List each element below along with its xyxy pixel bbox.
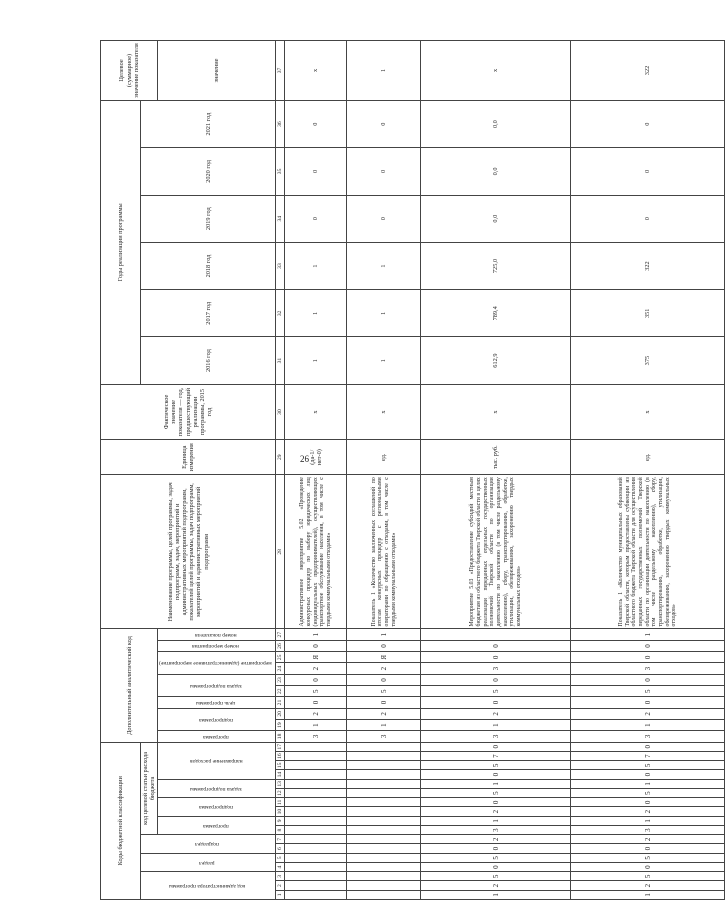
unit-cell: (да-1/нет-0) [285, 440, 347, 475]
kbk-header: Коды бюджетной классификации [101, 742, 141, 899]
year-value-cell: 1 [285, 337, 347, 384]
kbk-digit-cell: 0 [571, 742, 725, 751]
kbk-digit-cell [285, 835, 347, 844]
kbk-digit-cell [285, 863, 347, 872]
code-digit-cell: 3 [285, 731, 347, 742]
kbk-digit-cell [347, 863, 421, 872]
year-value-cell: 0,0 [421, 195, 571, 242]
kbk-digit-cell: 5 [421, 761, 571, 770]
code-digit-cell: 2 [571, 708, 725, 719]
kbk-sub-header: код целевой статьи расхода бюджета [141, 742, 158, 835]
year-value-cell: 0 [571, 100, 725, 147]
fact-2015-cell: x [571, 384, 725, 440]
table-body [285, 41, 725, 900]
code-digit-cell: 5 [571, 686, 725, 697]
code-digit-cell: 0 [421, 674, 571, 685]
program-col-header: программа [202, 822, 229, 829]
add-subprogram-header: подпрограмма [198, 716, 233, 723]
kbk-digit-cell: 0 [571, 770, 725, 779]
code-digit-cell: 2 [285, 708, 347, 719]
kbk-digit-cell: 0 [421, 798, 571, 807]
year-value-cell: 0,0 [421, 100, 571, 147]
add-goal-header: цель программы [196, 699, 236, 706]
year-value-cell: 0,0 [421, 148, 571, 195]
target-value-header: значение [158, 41, 276, 101]
kbk-digit-cell [285, 853, 347, 862]
landscape-table [100, 40, 678, 900]
add-task-header: задача подпрограммы [189, 682, 242, 689]
year-value-cell: 322 [571, 242, 725, 289]
year-value-cell: 375 [571, 337, 725, 384]
kbk-digit-cell: 5 [421, 789, 571, 798]
code-digit-cell: 3 [347, 731, 421, 742]
kbk-digit-cell [285, 798, 347, 807]
code-digit-cell: 0 [285, 640, 347, 651]
year-2016-header: 2016 год [141, 337, 276, 384]
kbk-digit-cell [347, 844, 421, 853]
code-digit-cell: 0 [347, 697, 421, 708]
code-digit-cell: 3 [571, 663, 725, 674]
kbk-digit-cell: 5 [421, 853, 571, 862]
code-digit-cell: 5 [421, 686, 571, 697]
year-value-cell: 612,9 [421, 337, 571, 384]
year-value-cell: 0 [347, 100, 421, 147]
kbk-digit-cell [285, 890, 347, 899]
code-digit-cell: 1 [285, 629, 347, 640]
fact-2015-cell: x [347, 384, 421, 440]
kbk-digit-cell: 0 [571, 844, 725, 853]
item-name-cell: Показатель 1 «Количество муниципальных образований Тверской области, которым предоставлены субвенции из областного бюджета Тверской области для осуществления переданных государственных полномочий Тверской области по организации деятельности по накоплению (в том числе раздельному накоплению), сбору, транспортированию, обработке, утилизации, обезвреживанию, захоронению твердых коммунальных отходов» [571, 475, 725, 629]
year-2021-header: 2021 год [141, 100, 276, 147]
code-digit-cell: 1 [421, 719, 571, 730]
year-value-cell: 789,4 [421, 290, 571, 337]
kbk-digit-cell [347, 752, 421, 761]
kbk-digit-cell [285, 807, 347, 816]
code-digit-cell: 0 [347, 640, 421, 651]
code-digit-cell: 0 [571, 640, 725, 651]
unit-cell: ед. [347, 440, 421, 475]
kbk-digit-cell: 0 [571, 863, 725, 872]
kbk-digit-cell [347, 798, 421, 807]
kbk-digit-cell: 1 [421, 779, 571, 788]
kbk-digit-cell [285, 872, 347, 881]
fact-2015-cell: x [285, 384, 347, 440]
year-value-cell: 1 [285, 242, 347, 289]
year-value-cell: 0 [571, 148, 725, 195]
kbk-digit-cell: 2 [571, 807, 725, 816]
kbk-digit-cell: 7 [571, 752, 725, 761]
code-digit-cell: 3 [571, 731, 725, 742]
code-digit-cell: 0 [347, 674, 421, 685]
kbk-digit-cell [347, 872, 421, 881]
kbk-digit-cell [347, 890, 421, 899]
year-value-cell: 0 [285, 195, 347, 242]
admin-code-header: код администратора программы [169, 882, 246, 889]
fact-header: Фактическое значение показателя — год, предшествующий реализации программы, 2015 год [101, 384, 276, 440]
code-digit-cell: 1 [571, 719, 725, 730]
kbk-digit-cell: 2 [421, 881, 571, 890]
kbk-digit-cell [347, 835, 421, 844]
code-digit-cell: 1 [347, 629, 421, 640]
year-value-cell: 1 [285, 290, 347, 337]
unit-cell: тыс. руб. [421, 440, 571, 475]
table-row [421, 41, 571, 900]
kbk-digit-cell: 2 [571, 835, 725, 844]
kbk-digit-cell [347, 881, 421, 890]
code-digit-cell: 0 [421, 652, 571, 663]
kbk-digit-cell: 0 [421, 742, 571, 751]
kbk-digit-cell: 1 [571, 779, 725, 788]
year-value-cell: 0 [347, 148, 421, 195]
target-header: Целевое (суммарное) значение показателя [101, 41, 158, 101]
year-2020-header: 2020 год [141, 148, 276, 195]
kbk-digit-cell [347, 789, 421, 798]
kbk-digit-cell: 5 [571, 872, 725, 881]
kbk-digit-cell [285, 789, 347, 798]
code-digit-cell: 3 [421, 731, 571, 742]
program-table [100, 40, 725, 900]
kbk-digit-cell: 1 [421, 816, 571, 825]
code-digit-cell: 5 [285, 686, 347, 697]
code-digit-cell: 0 [421, 640, 571, 651]
code-digit-cell: 0 [571, 652, 725, 663]
rotated-table-frame [100, 40, 678, 900]
kbk-digit-cell [285, 816, 347, 825]
kbk-digit-cell [347, 779, 421, 788]
item-name-cell: Показатель 1 «Количество заключенных соглашений по итогам конкурсных процедур с региональными операторами по обращению с отходами, в том числе с твердыми коммунальными отходами» [347, 475, 421, 629]
name-header: Наименование программы, целей программы, задач подпрограмм, задач, мероприятий и административных мероприятий подпрограмм, показателей целей программы, задач подпрограмм, мероприятий и административных мероприятий подпрограмм [101, 475, 276, 629]
target-value-cell: 1 [347, 41, 421, 101]
code-digit-cell [421, 629, 571, 640]
kbk-digit-cell [285, 779, 347, 788]
kbk-digit-cell: 5 [571, 761, 725, 770]
year-value-cell: 1 [347, 242, 421, 289]
code-digit-cell: 1 [285, 719, 347, 730]
additional-code-header: Дополнительный аналитический код [101, 629, 158, 742]
kbk-digit-cell [347, 761, 421, 770]
year-2017-header: 2017 год [141, 290, 276, 337]
table-row [571, 41, 725, 900]
year-value-cell: 1 [347, 337, 421, 384]
kbk-digit-cell [285, 881, 347, 890]
target-value-cell: 322 [571, 41, 725, 101]
kbk-digit-cell [285, 761, 347, 770]
kbk-digit-cell: 3 [571, 826, 725, 835]
unit-cell: ед. [571, 440, 725, 475]
kbk-digit-cell: 3 [421, 826, 571, 835]
kbk-digit-cell: 0 [421, 863, 571, 872]
add-activity-header: мероприятие (административное мероприятие) [159, 660, 273, 667]
kbk-digit-cell: 0 [571, 798, 725, 807]
code-digit-cell: 0 [285, 674, 347, 685]
code-digit-cell: 0 [285, 697, 347, 708]
kbk-digit-cell [285, 742, 347, 751]
column-number-row: 1 2 3 4 5 6 7 8 9 10 11 12 13 14 15 16 17 18 19 20 21 22 23 24 25 26 27 28 29 30 31 32 33 34 35 36 37 [276, 41, 285, 900]
task-subprogram-col-header: задача подпрограммы [189, 785, 242, 792]
kbk-digit-cell [347, 816, 421, 825]
item-name-cell: Мероприятие 5.03 «Предоставление субсидий местным бюджетам из областного бюджета Тверской области в целях реализации переданных отдельных государственных полномочий Тверской области по организации деятельности по накоплению (в том числе раздельному накоплению), сбору, транспортированию, обработке, утилизации, обезвреживанию, захоронению твердых коммунальных отходов» [421, 475, 571, 629]
kbk-digit-cell: 2 [421, 807, 571, 816]
code-digit-cell: 5 [347, 686, 421, 697]
table-row [347, 41, 421, 900]
years-header: Годы реализации программы [101, 100, 141, 384]
kbk-digit-cell [285, 844, 347, 853]
kbk-digit-cell: 0 [421, 770, 571, 779]
kbk-digit-cell [347, 742, 421, 751]
item-name-cell: Административное мероприятие 5.02 «Проведение конкурсных процедур по выбору юридических лиц (индивидуальных предпринимателей), осуществляющих транспортное обслуживание населения, в том числе с твердыми коммунальными отходами» [285, 475, 347, 629]
kbk-digit-cell: 1 [421, 890, 571, 899]
code-digit-cell: Я [285, 652, 347, 663]
year-value-cell: 0 [347, 195, 421, 242]
code-digit-cell: 2 [421, 708, 571, 719]
target-value-cell: x [285, 41, 347, 101]
unit-header: Единица измерения [101, 440, 276, 475]
kbk-digit-cell [285, 826, 347, 835]
code-digit-cell: Я [347, 652, 421, 663]
kbk-digit-cell: 2 [571, 881, 725, 890]
kbk-digit-cell: 5 [571, 853, 725, 862]
kbk-digit-cell: 2 [421, 835, 571, 844]
fact-2015-cell: x [421, 384, 571, 440]
kbk-digit-cell: 1 [571, 816, 725, 825]
year-2018-header: 2018 год [141, 242, 276, 289]
target-value-cell: x [421, 41, 571, 101]
kbk-digit-cell [347, 826, 421, 835]
year-value-cell: 725,0 [421, 242, 571, 289]
add-program-header: программа [202, 733, 229, 740]
code-digit-cell: 1 [571, 629, 725, 640]
add-activity-no-header: номер мероприятия [192, 643, 240, 650]
year-value-cell: 0 [571, 195, 725, 242]
kbk-digit-cell [347, 853, 421, 862]
kbk-digit-cell [285, 752, 347, 761]
kbk-digit-cell: 7 [421, 752, 571, 761]
year-value-cell: 0 [285, 148, 347, 195]
razdel-header: раздел [199, 859, 215, 866]
expense-direction-col-header: направление расходов [189, 757, 243, 764]
kbk-digit-cell: 5 [571, 789, 725, 798]
page-number: 26 [300, 454, 309, 464]
code-digit-cell: 3 [421, 663, 571, 674]
table-row [285, 41, 347, 900]
year-value-cell: 0 [285, 100, 347, 147]
code-digit-cell: 2 [285, 663, 347, 674]
kbk-digit-cell: 1 [571, 890, 725, 899]
kbk-digit-cell: 5 [421, 872, 571, 881]
code-digit-cell: 1 [347, 719, 421, 730]
year-2019-header: 2019 год [141, 195, 276, 242]
kbk-digit-cell [347, 770, 421, 779]
year-value-cell: 1 [347, 290, 421, 337]
code-digit-cell: 2 [347, 708, 421, 719]
kbk-digit-cell [347, 807, 421, 816]
code-digit-cell: 0 [421, 697, 571, 708]
podrazdel-header: подраздел [195, 841, 220, 848]
code-digit-cell: 0 [571, 697, 725, 708]
code-digit-cell: 0 [571, 674, 725, 685]
subprogram-col-header: подпрограмма [198, 804, 233, 811]
code-digit-cell: 2 [347, 663, 421, 674]
year-value-cell: 351 [571, 290, 725, 337]
kbk-digit-cell: 0 [421, 844, 571, 853]
add-indicator-header: номер показателя [195, 631, 237, 638]
kbk-digit-cell [285, 770, 347, 779]
